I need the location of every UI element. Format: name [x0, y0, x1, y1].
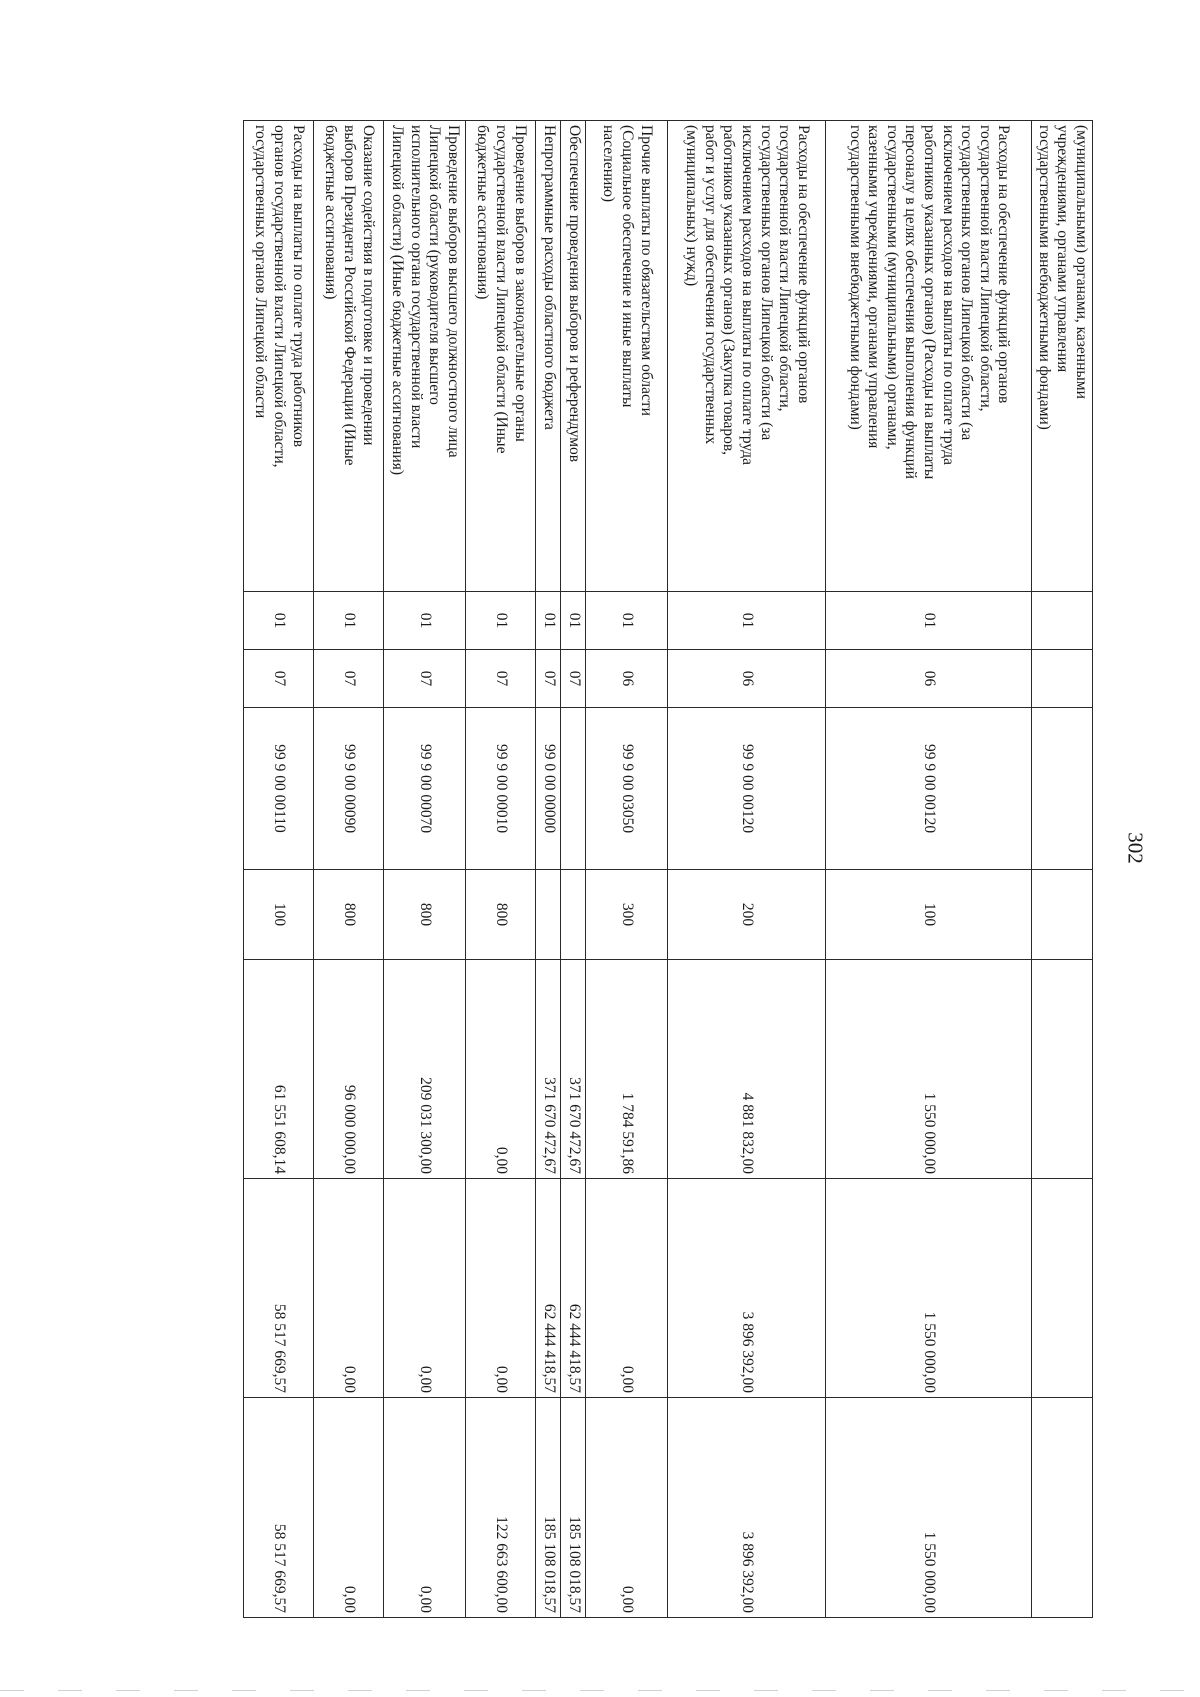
target-article-code: 99 9 00 03050 [586, 708, 668, 870]
subsection-code: 07 [466, 650, 536, 708]
row-description: Непрограммные расходы областного бюджета [536, 121, 561, 592]
amount-year-2: 62 444 418,57 [561, 1179, 586, 1398]
subsection-code: 07 [561, 650, 586, 708]
target-article-code: 99 9 00 00110 [244, 708, 314, 870]
amount-year-2 [1032, 1179, 1093, 1398]
section-code [1032, 592, 1093, 650]
expense-type-code [536, 870, 561, 960]
amount-year-3: 1 550 000,00 [826, 1398, 1032, 1618]
amount-year-2: 3 896 392,00 [668, 1179, 826, 1398]
section-code: 01 [561, 592, 586, 650]
subsection-code: 07 [314, 650, 384, 708]
expense-type-code: 100 [826, 870, 1032, 960]
amount-year-2: 62 444 418,57 [536, 1179, 561, 1398]
row-description: (муниципальными) органами, казенными учреждениями, органами управления государственными внебюджетными фондами) [1032, 121, 1093, 592]
amount-year-3: 3 896 392,00 [668, 1398, 826, 1618]
section-code: 01 [586, 592, 668, 650]
target-article-code [1032, 708, 1093, 870]
section-code: 01 [668, 592, 826, 650]
expense-type-code: 100 [244, 870, 314, 960]
rotated-page-content [100, 120, 1093, 1617]
table-body [244, 121, 1093, 1618]
amount-year-1 [1032, 960, 1093, 1179]
table-row [536, 121, 561, 1618]
table-row [314, 121, 384, 1618]
amount-year-2: 0,00 [466, 1179, 536, 1398]
amount-year-1: 371 670 472,67 [536, 960, 561, 1179]
target-article-code: 99 9 00 00010 [466, 708, 536, 870]
table-row [826, 121, 1032, 1618]
target-article-code: 99 9 00 00120 [668, 708, 826, 870]
subsection-code: 07 [384, 650, 466, 708]
row-description: Обеспечение проведения выборов и референдумов [561, 121, 586, 592]
amount-year-3 [1032, 1398, 1093, 1618]
amount-year-1: 371 670 472,67 [561, 960, 586, 1179]
row-description: Расходы на выплаты по оплате труда работников органов государственной власти Липецкой области, государственных органов Липецкой области [244, 121, 314, 592]
row-description: Проведение выборов в законодательные органы государственной власти Липецкой области (Иные бюджетные ассигнования) [466, 121, 536, 592]
section-code: 01 [536, 592, 561, 650]
expense-type-code [1032, 870, 1093, 960]
table-row [244, 121, 314, 1618]
amount-year-2: 1 550 000,00 [826, 1179, 1032, 1398]
scan-artifact-line [0, 1690, 1200, 1691]
budget-table [243, 120, 1093, 1618]
target-article-code [561, 708, 586, 870]
page-number: 302 [1123, 832, 1148, 864]
row-description: Прочие выплаты по обязательствам области (Социальное обеспечение и иные выплаты населению) [586, 121, 668, 592]
expense-type-code: 800 [384, 870, 466, 960]
target-article-code: 99 9 00 00090 [314, 708, 384, 870]
amount-year-3: 185 108 018,57 [561, 1398, 586, 1618]
amount-year-3: 0,00 [384, 1398, 466, 1618]
row-description: Проведение выборов высшего должностного лица Липецкой области (руководителя высшего исполнительного органа государственной власти Липецкой области) (Иные бюджетные ассигнования) [384, 121, 466, 592]
table-row [384, 121, 466, 1618]
table-row [668, 121, 826, 1618]
expense-type-code: 300 [586, 870, 668, 960]
subsection-code: 06 [586, 650, 668, 708]
amount-year-2: 0,00 [314, 1179, 384, 1398]
amount-year-3: 122 663 600,00 [466, 1398, 536, 1618]
subsection-code: 06 [826, 650, 1032, 708]
amount-year-3: 0,00 [314, 1398, 384, 1618]
subsection-code: 06 [668, 650, 826, 708]
table-row [561, 121, 586, 1618]
amount-year-3: 0,00 [586, 1398, 668, 1618]
row-description: Оказание содействия в подготовке и проведении выборов Президента Российской Федерации (Иные бюджетные ассигнования) [314, 121, 384, 592]
row-description: Расходы на обеспечение функций органов государственной власти Липецкой области, государственных органов Липецкой области (за исключением расходов на выплаты по оплате труда работников указанных органов) (Расходы на выплаты персоналу в целях обеспечения выполнения функций государственными (муниципальными) органами, казенными учреждениями, органами управления государственными внебюджетными фондами) [826, 121, 1032, 592]
expense-type-code: 800 [466, 870, 536, 960]
amount-year-1: 1 784 591,86 [586, 960, 668, 1179]
target-article-code: 99 0 00 00000 [536, 708, 561, 870]
amount-year-1: 96 000 000,00 [314, 960, 384, 1179]
amount-year-1: 61 551 608,14 [244, 960, 314, 1179]
amount-year-1: 1 550 000,00 [826, 960, 1032, 1179]
row-description: Расходы на обеспечение функций органов государственной власти Липецкой области, государственных органов Липецкой области (за исключением расходов на выплаты по оплате труда работников указанных органов) (Закупка товаров, работ и услуг для обеспечения государственных (муниципальных) нужд) [668, 121, 826, 592]
subsection-code [1032, 650, 1093, 708]
amount-year-3: 185 108 018,57 [536, 1398, 561, 1618]
section-code: 01 [314, 592, 384, 650]
amount-year-1: 209 031 300,00 [384, 960, 466, 1179]
section-code: 01 [384, 592, 466, 650]
amount-year-3: 58 517 669,57 [244, 1398, 314, 1618]
target-article-code: 99 9 00 00070 [384, 708, 466, 870]
amount-year-2: 0,00 [586, 1179, 668, 1398]
amount-year-1: 0,00 [466, 960, 536, 1179]
section-code: 01 [244, 592, 314, 650]
expense-type-code: 800 [314, 870, 384, 960]
amount-year-2: 0,00 [384, 1179, 466, 1398]
table-row [586, 121, 668, 1618]
target-article-code: 99 9 00 00120 [826, 708, 1032, 870]
expense-type-code: 200 [668, 870, 826, 960]
table-row [466, 121, 536, 1618]
subsection-code: 07 [244, 650, 314, 708]
section-code: 01 [826, 592, 1032, 650]
expense-type-code [561, 870, 586, 960]
amount-year-1: 4 881 832,00 [668, 960, 826, 1179]
section-code: 01 [466, 592, 536, 650]
table-row [1032, 121, 1093, 1618]
subsection-code: 07 [536, 650, 561, 708]
amount-year-2: 58 517 669,57 [244, 1179, 314, 1398]
